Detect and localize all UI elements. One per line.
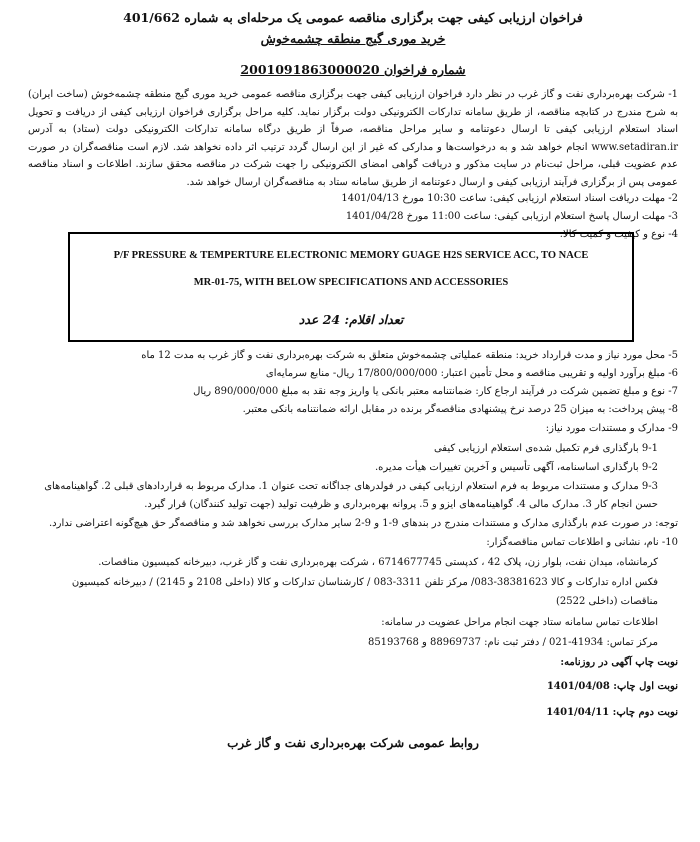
publication-first: نوبت اول چاپ: 1401/04/08 — [546, 681, 678, 692]
page-subtitle: خرید موری گیج منطقه چشمه‌خوش — [260, 31, 446, 46]
section-9-note: توجه: در صورت عدم بارگذاری مدارک و مستندات مندرج در بندهای 9-1 و 9-2 سایر مدارک بررسی نخواهد شد و مناقصه‌گر حق هیچ‌گونه اعتراضی ندارد. — [49, 518, 678, 529]
section-10-heading: 10- نام، نشانی و اطلاعات تماس مناقصه‌گزار: — [486, 537, 678, 548]
section-4-heading: 4- نوع و کیفیت و کمیت کالا: — [559, 229, 678, 240]
spec-box — [68, 232, 634, 342]
setad-phone: مرکز تماس: 41934-021 / دفتر ثبت نام: 88969737 و 85193768 — [367, 637, 658, 648]
section-7: 7- نوع و مبلغ تضمین شرکت در فرآیند ارجاع کار: ضمانتنامه معتبر بانکی یا واریز وجه نقد به مبلغ 890/000/000 ریال — [193, 386, 678, 397]
call-number: شماره فراخوان 2001091863000020 — [240, 62, 466, 77]
section-2-deadline: 2- مهلت دریافت اسناد استعلام ارزیابی کیفی: ساعت 10:30 مورخ 1401/04/13 — [341, 193, 678, 204]
section-9-2: 9-2 بارگذاری اساسنامه، آگهی تأسیس و آخرین تغییرات هیأت مدیره. — [374, 462, 658, 473]
section-5: 5- محل مورد نیاز و مدت قرارداد خرید: منطقه عملیاتی چشمه‌خوش متعلق به شرکت بهره‌برداری نفت و گاز غرب به مدت 12 ماه — [141, 350, 678, 361]
spec-line-2: MR-01-75, WITH BELOW SPECIFICATIONS AND ACCESSORIES — [193, 277, 509, 288]
item-quantity: تعداد اقلام: 24 عدد — [298, 312, 404, 327]
contact-fax-line-2: مناقصات (داخلی 2522) — [555, 596, 658, 607]
section-9-1: 9-1 بارگذاری فرم تکمیل شده‌ی استعلام ارزیابی کیفی — [433, 443, 658, 454]
section-9-heading: 9- مدارک و مستندات مورد نیاز: — [545, 423, 678, 434]
spec-line-1: P/F PRESSURE & TEMPERTURE ELECTRONIC MEMORY GUAGE H2S SERVICE ACC, TO NACE — [113, 250, 589, 261]
page-title: فراخوان ارزیابی کیفی جهت برگزاری مناقصه عمومی یک مرحله‌ای به شماره 401/662 — [123, 10, 583, 25]
setad-info: اطلاعات تماس سامانه ستاد جهت انجام مراحل عضویت در سامانه: — [381, 617, 658, 628]
contact-fax-line-1: فکس اداره تدارکات و کالا 38381623-083/ مرکز تلفن 3311-083 / کارشناسان تدارکات و کالا (داخلی 2108 و 2145) / دبیرخانه کمیسیون — [71, 577, 658, 588]
contact-address: کرمانشاه، میدان نفت، بلوار زن، پلاک 42 ، کدپستی 6714677745 ، شرکت بهره‌برداری نفت و گاز غرب، دبیرخانه کمیسیون مناقصات. — [98, 557, 658, 568]
section-1-intro: 1- شرکت بهره‌برداری نفت و گاز غرب در نظر دارد فراخوان ارزیابی کیفی جهت برگزاری مناقصه عمومی خرید موری گیج منطقه چشمه‌خوش (ساخت ایران) به شرح مندرج در کتابچه مناقصه، از طریق سامانه تدارکات الکترونیکی دولت برگزار نماید. کلیه مراحل برگزاری فراخوان ارزیابی کیفی از دریافت و تحویل اسناد استعلام ارزیابی کیفی تا ارسال دعوتنامه و سایر مراحل مناقصه، صرفاً از طریق درگاه سامانه تدارکات الکترونیکی دولت (ستاد) به آدرس www.setadiran.ir انجام خواهد شد و به درخواست‌ها و مدارکی که غیر از این ارسال گردد ترتیب اثر داده نخواهد شد. لازم است مناقصه‌گران در صورت عدم عضویت قبلی، مراحل ثبت‌نام در سایت مذکور و دریافت گواهی امضای الکترونیکی را جهت شرکت در مناقصه محقق سازند. اطلاعات و اسناد مناقصه عمومی پس از برگزاری فرآیند ارزیابی کیفی و ارسال دعوتنامه از طریق سامانه ستاد به مناقصه‌گران ارسال خواهد شد. — [28, 89, 678, 188]
section-9-3-line-2: حسن انجام کار 3. مدارک مالی 4. گواهینامه‌های ایزو و 5. پروانه بهره‌برداری و ظرفیت تولید (جهت تولید کنندگان) قرار گیرد. — [144, 499, 658, 510]
footer-signature: روابط عمومی شرکت بهره‌برداری نفت و گاز غرب — [227, 736, 479, 750]
tender-announcement — [28, 0, 678, 842]
section-6: 6- مبلغ برآورد اولیه و تقریبی مناقصه و محل تأمین اعتبار: 17/800/000/000 ریال- منابع سرمایه‌ای — [265, 368, 678, 379]
publication-second: نوبت دوم چاپ: 1401/04/11 — [546, 707, 678, 718]
section-8: 8- پیش پرداخت: به میزان 25 درصد نرخ پیشنهادی مناقصه‌گر برنده در مقابل ارائه ضمانتنامه بانکی معتبر. — [242, 404, 678, 415]
publication-heading: نوبت چاپ آگهی در روزنامه: — [560, 657, 678, 668]
section-3-deadline: 3- مهلت ارسال پاسخ استعلام ارزیابی کیفی: ساعت 11:00 مورخ 1401/04/28 — [345, 211, 678, 222]
section-9-3-line-1: 9-3 مدارک و مستندات مربوط به فرم استعلام ارزیابی کیفی در فولدرهای جداگانه تحت عنوان 1. مدارک مربوط به قراردادهای قبلی 2. گواهینامه‌های — [44, 481, 658, 492]
